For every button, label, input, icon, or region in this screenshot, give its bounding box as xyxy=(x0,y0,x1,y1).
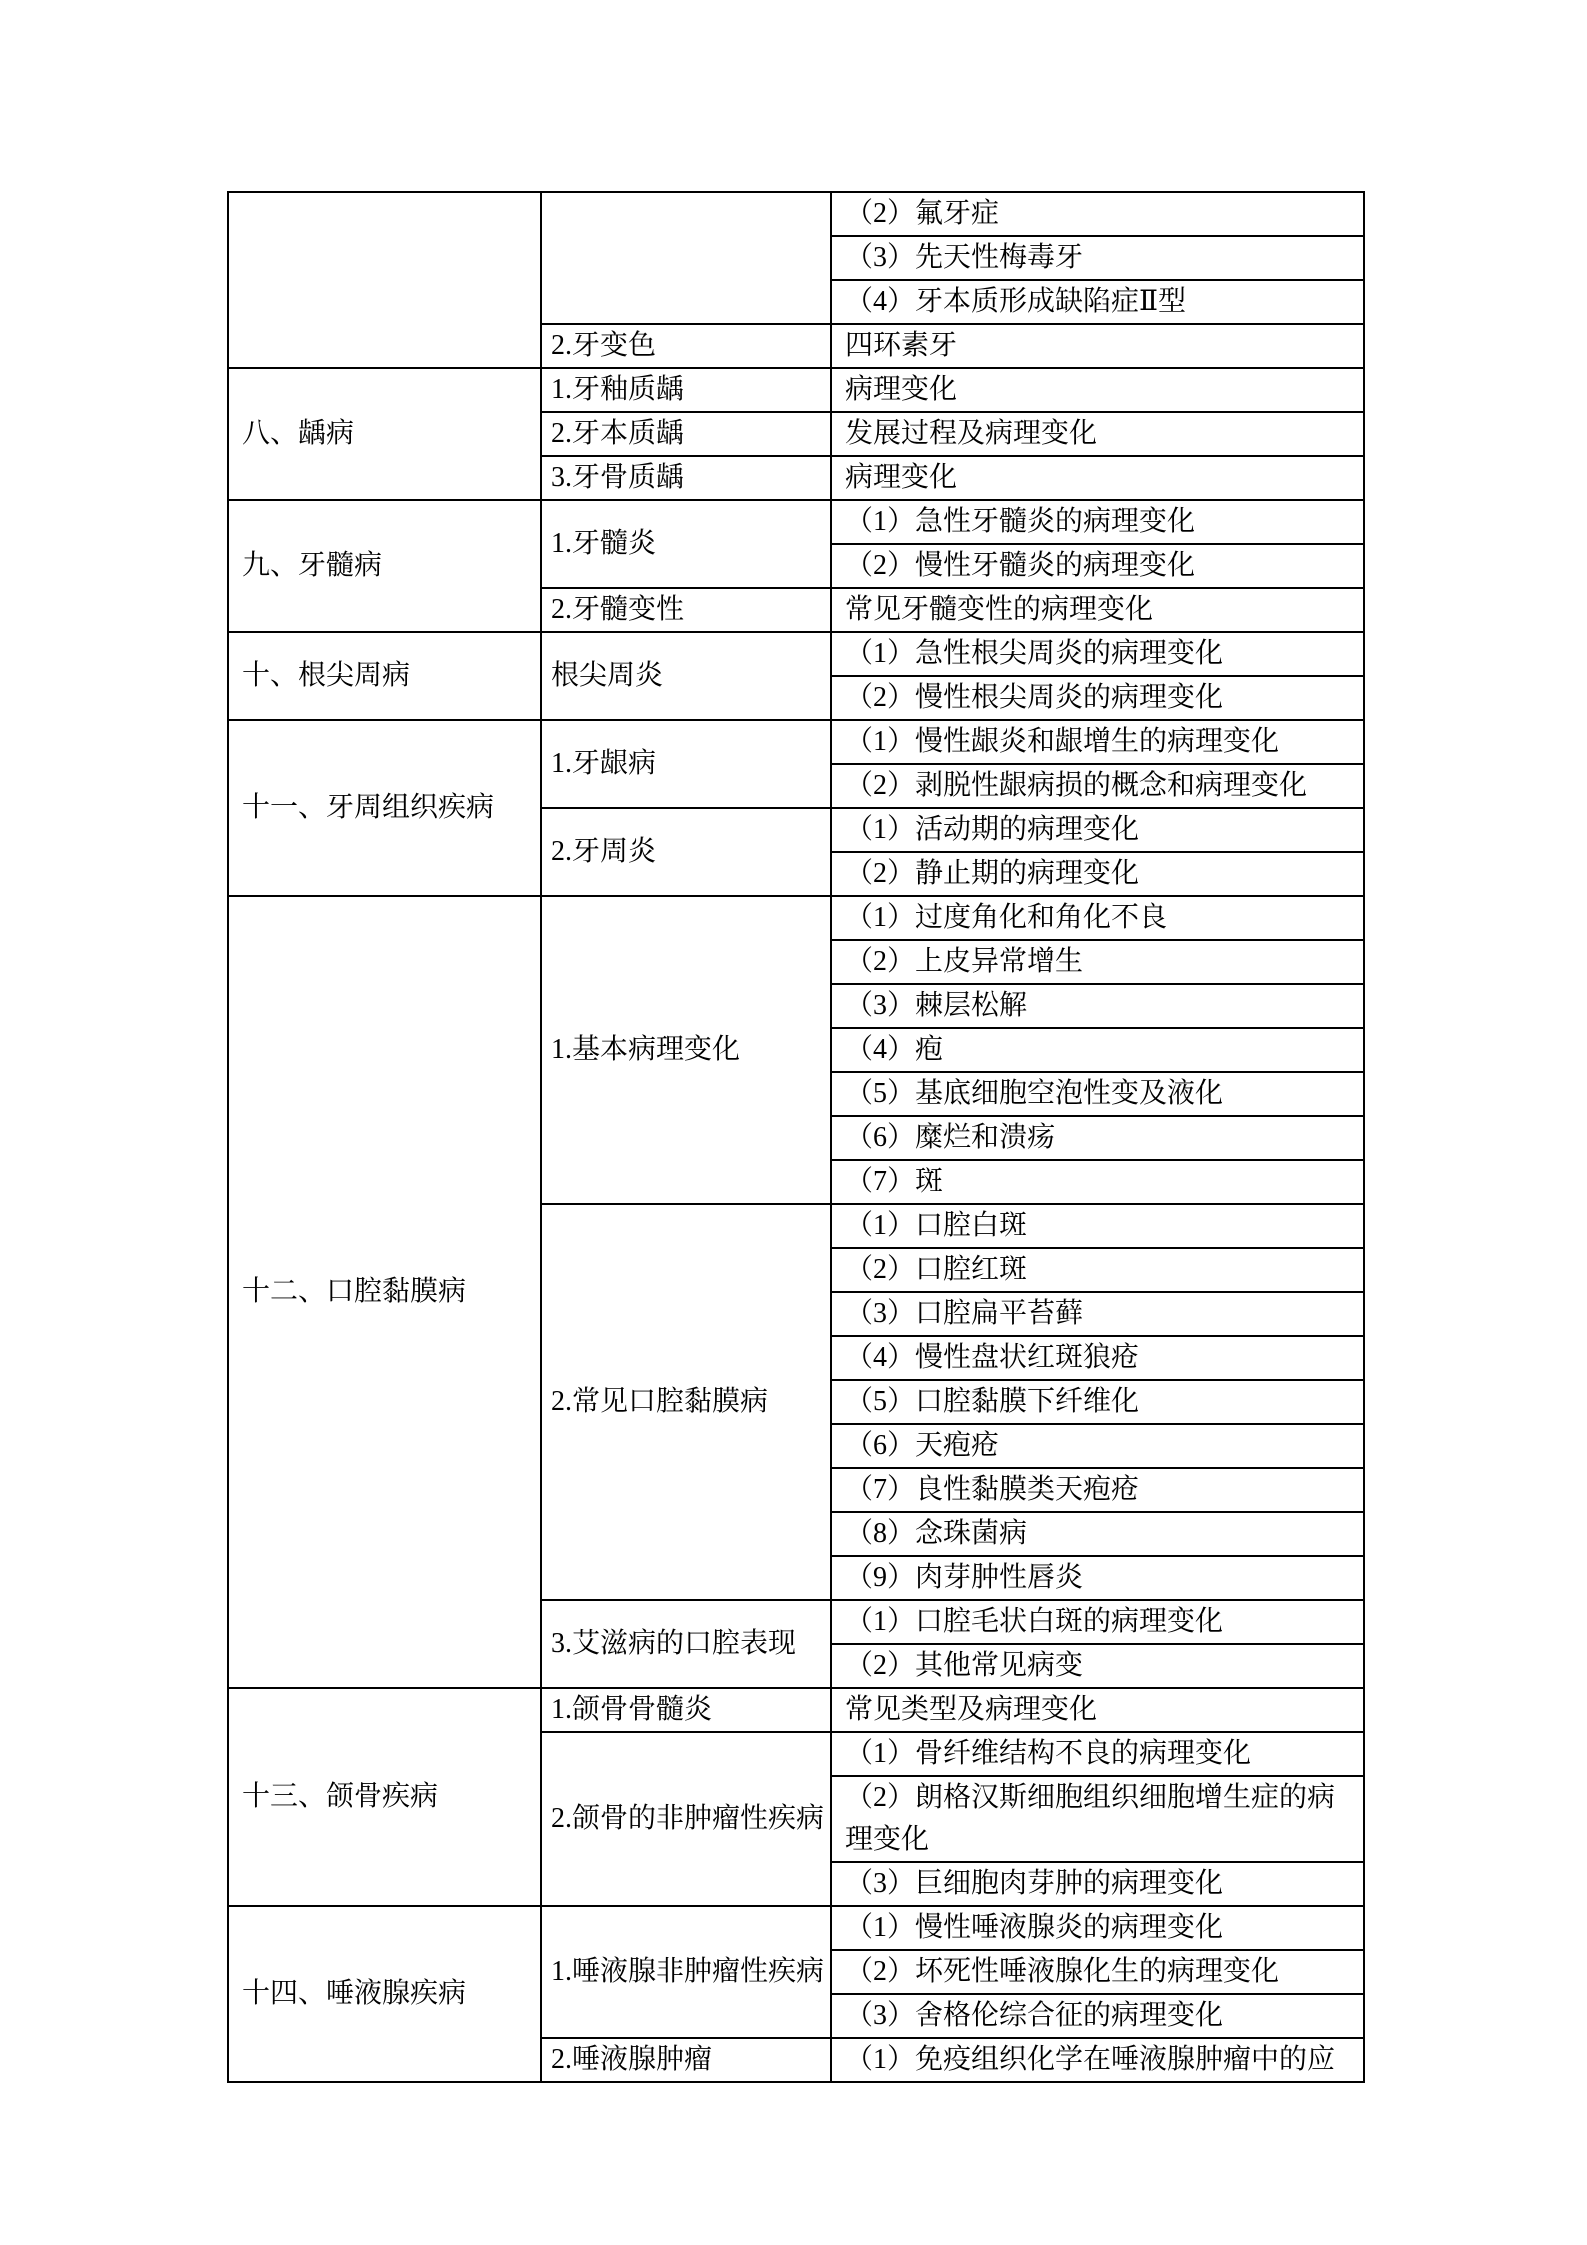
point-cell: （5）口腔黏膜下纤维化 xyxy=(831,1380,1364,1424)
point-cell: （2）剥脱性龈病损的概念和病理变化 xyxy=(831,764,1364,808)
subsection-cell: 1.基本病理变化 xyxy=(541,896,831,1204)
unit-cell: 九、牙髓病 xyxy=(228,500,541,632)
point-cell: （3）巨细胞肉芽肿的病理变化 xyxy=(831,1862,1364,1906)
point-cell: （1）骨纤维结构不良的病理变化 xyxy=(831,1732,1364,1776)
table-row xyxy=(228,632,1364,676)
table-row xyxy=(228,500,1364,544)
table-row xyxy=(228,192,1364,236)
subsection-cell: 1.牙髓炎 xyxy=(541,500,831,588)
subsection-cell: 2.牙髓变性 xyxy=(541,588,831,632)
point-cell: （2）静止期的病理变化 xyxy=(831,852,1364,896)
point-cell: 病理变化 xyxy=(831,456,1364,500)
table-row xyxy=(228,896,1364,940)
point-cell: （4）慢性盘状红斑狼疮 xyxy=(831,1336,1364,1380)
point-cell: （1）过度角化和角化不良 xyxy=(831,896,1364,940)
unit-cell: 十、根尖周病 xyxy=(228,632,541,720)
point-cell: （2）坏死性唾液腺化生的病理变化 xyxy=(831,1950,1364,1994)
unit-cell: 十二、口腔黏膜病 xyxy=(228,896,541,1688)
point-cell: （1）慢性龈炎和龈增生的病理变化 xyxy=(831,720,1364,764)
subsection-cell: 3.牙骨质龋 xyxy=(541,456,831,500)
table-row xyxy=(228,720,1364,764)
point-cell: （7）斑 xyxy=(831,1160,1364,1204)
point-cell: （2）其他常见病变 xyxy=(831,1644,1364,1688)
point-cell: （1）急性牙髓炎的病理变化 xyxy=(831,500,1364,544)
point-cell: （4）疱 xyxy=(831,1028,1364,1072)
point-cell: 发展过程及病理变化 xyxy=(831,412,1364,456)
point-cell: （2）氟牙症 xyxy=(831,192,1364,236)
point-cell: （2）慢性根尖周炎的病理变化 xyxy=(831,676,1364,720)
point-cell: （2）慢性牙髓炎的病理变化 xyxy=(831,544,1364,588)
subsection-cell: 2.唾液腺肿瘤 xyxy=(541,2038,831,2082)
subsection-cell: 2.牙本质龋 xyxy=(541,412,831,456)
subsection-cell: 根尖周炎 xyxy=(541,632,831,720)
subsection-cell: 1.牙龈病 xyxy=(541,720,831,808)
point-cell: （8）念珠菌病 xyxy=(831,1512,1364,1556)
point-cell: （2）上皮异常增生 xyxy=(831,940,1364,984)
point-cell: （4）牙本质形成缺陷症Ⅱ型 xyxy=(831,280,1364,324)
point-cell: 四环素牙 xyxy=(831,324,1364,368)
point-cell: （3）棘层松解 xyxy=(831,984,1364,1028)
point-cell: （2）口腔红斑 xyxy=(831,1248,1364,1292)
table-row xyxy=(228,368,1364,412)
subsection-cell: 1.唾液腺非肿瘤性疾病 xyxy=(541,1906,831,2038)
point-cell: （1）慢性唾液腺炎的病理变化 xyxy=(831,1906,1364,1950)
subsection-cell: 2.牙变色 xyxy=(541,324,831,368)
subsection-cell: 2.常见口腔黏膜病 xyxy=(541,1204,831,1600)
point-cell: （1）免疫组织化学在唾液腺肿瘤中的应 xyxy=(831,2038,1364,2082)
unit-cell: 十四、唾液腺疾病 xyxy=(228,1906,541,2082)
point-cell: （1）活动期的病理变化 xyxy=(831,808,1364,852)
point-cell: （1）口腔毛状白斑的病理变化 xyxy=(831,1600,1364,1644)
point-cell: （6）天疱疮 xyxy=(831,1424,1364,1468)
point-cell: （5）基底细胞空泡性变及液化 xyxy=(831,1072,1364,1116)
subsection-cell: 2.颌骨的非肿瘤性疾病 xyxy=(541,1732,831,1906)
unit-cell xyxy=(228,192,541,368)
point-cell: （9）肉芽肿性唇炎 xyxy=(831,1556,1364,1600)
syllabus-table xyxy=(227,191,1365,2083)
point-cell: （3）先天性梅毒牙 xyxy=(831,236,1364,280)
unit-cell: 十一、牙周组织疾病 xyxy=(228,720,541,896)
table-row xyxy=(228,1906,1364,1950)
point-cell: （7）良性黏膜类天疱疮 xyxy=(831,1468,1364,1512)
unit-cell: 八、龋病 xyxy=(228,368,541,500)
subsection-cell xyxy=(541,192,831,324)
subsection-cell: 1.颌骨骨髓炎 xyxy=(541,1688,831,1732)
point-cell: （3）舍格伦综合征的病理变化 xyxy=(831,1994,1364,2038)
point-cell: （1）急性根尖周炎的病理变化 xyxy=(831,632,1364,676)
point-cell: （6）糜烂和溃疡 xyxy=(831,1116,1364,1160)
unit-cell: 十三、颌骨疾病 xyxy=(228,1688,541,1906)
point-cell: 常见类型及病理变化 xyxy=(831,1688,1364,1732)
table-row xyxy=(228,1688,1364,1732)
point-cell: （2）朗格汉斯细胞组织细胞增生症的病理变化 xyxy=(831,1776,1364,1862)
point-cell: （3）口腔扁平苔藓 xyxy=(831,1292,1364,1336)
point-cell: （1）口腔白斑 xyxy=(831,1204,1364,1248)
subsection-cell: 2.牙周炎 xyxy=(541,808,831,896)
point-cell: 病理变化 xyxy=(831,368,1364,412)
subsection-cell: 1.牙釉质龋 xyxy=(541,368,831,412)
subsection-cell: 3.艾滋病的口腔表现 xyxy=(541,1600,831,1688)
point-cell: 常见牙髓变性的病理变化 xyxy=(831,588,1364,632)
